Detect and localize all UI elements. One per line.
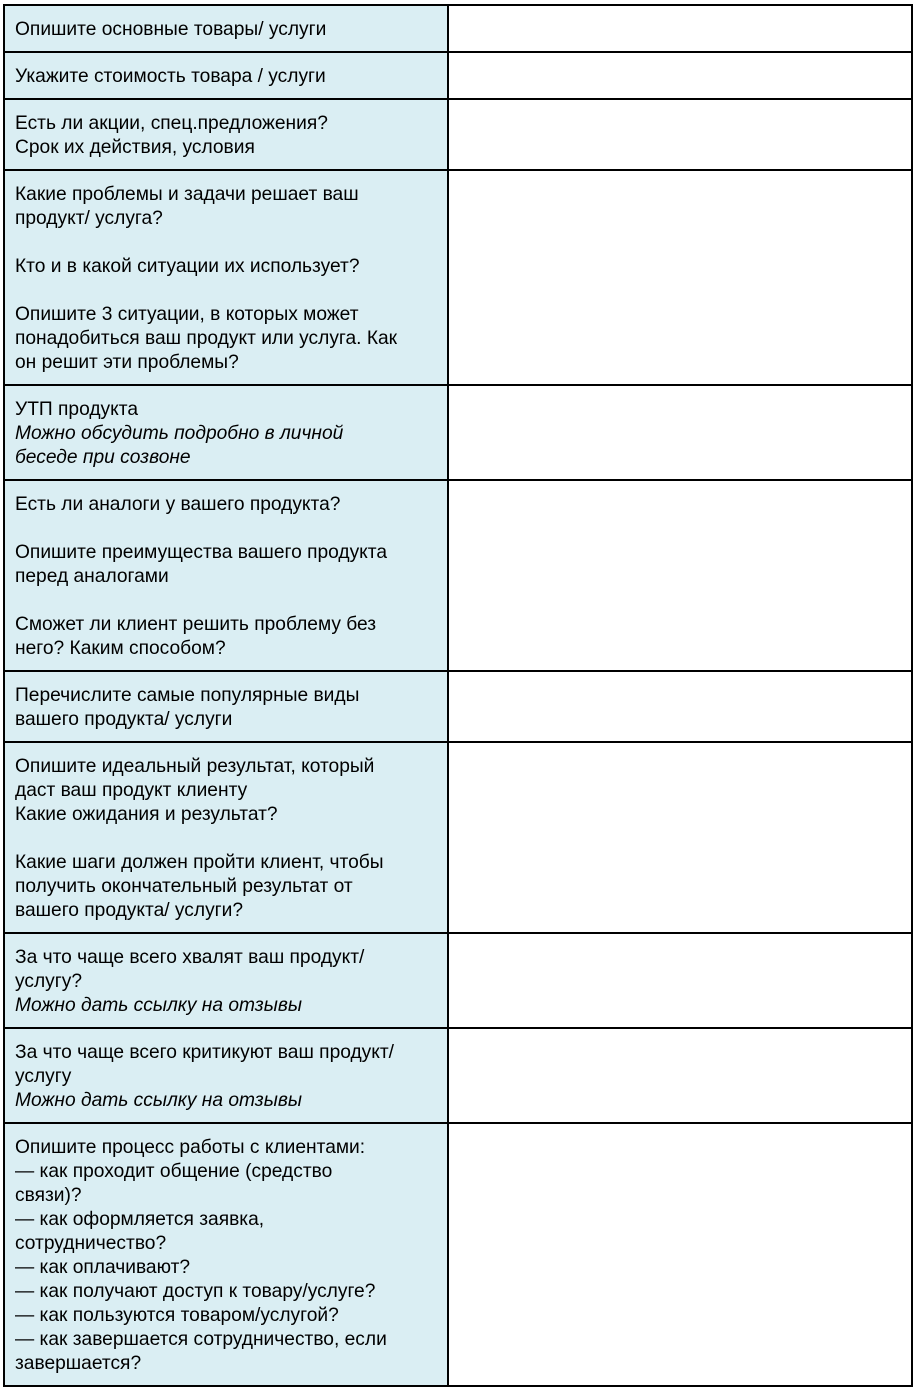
answer-cell[interactable] [448,99,912,170]
answer-cell[interactable] [448,5,912,52]
answer-cell[interactable] [448,1123,912,1386]
question-cell [4,480,448,671]
question-text: вашего продукта/ услуги? [15,900,244,921]
question-text: Какие проблемы и задачи решает ваш [15,184,359,205]
question-text: — как пользуются товаром/услугой? [15,1305,339,1326]
question-row [4,742,912,933]
question-hint: беседе при созвоне [15,447,191,468]
question-text: Сможет ли клиент решить проблему без [15,614,377,635]
question-text: него? Каким способом? [15,638,226,659]
question-cell [4,52,448,99]
question-text: Опишите 3 ситуации, в которых может [15,304,359,325]
paragraph-gap [15,827,437,851]
answer-cell[interactable] [448,671,912,742]
question-text: Опишите процесс работы с клиентами: [15,1137,366,1158]
answer-cell[interactable] [448,742,912,933]
question-text: — как получают доступ к товару/услуге? [15,1281,376,1302]
question-text: Опишите идеальный результат, который [15,756,375,777]
answer-cell[interactable] [448,385,912,480]
question-text: Укажите стоимость товара / услуги [15,66,326,87]
answer-cell[interactable] [448,1028,912,1123]
question-text: он решит эти проблемы? [15,352,239,373]
answer-cell[interactable] [448,480,912,671]
paragraph-gap [15,589,437,613]
question-text: продукт/ услуга? [15,208,163,229]
question-cell [4,671,448,742]
answer-cell[interactable] [448,170,912,385]
question-text: Опишите преимущества вашего продукта [15,542,388,563]
question-cell [4,170,448,385]
question-row [4,5,912,52]
question-text: вашего продукта/ услуги [15,709,233,730]
question-text: — как оформляется заявка, [15,1209,265,1230]
question-text: получить окончательный результат от [15,876,353,897]
question-row [4,52,912,99]
question-cell [4,99,448,170]
question-cell [4,5,448,52]
question-text: Срок их действия, условия [15,137,255,158]
question-row [4,933,912,1028]
question-text: За что чаще всего хвалят ваш продукт/ [15,947,365,968]
question-text: Какие ожидания и результат? [15,804,278,825]
question-text: даст ваш продукт клиенту [15,780,248,801]
questionnaire-table [3,4,913,1387]
question-text: связи)? [15,1185,82,1206]
question-text: Есть ли акции, спец.предложения? [15,113,328,134]
questionnaire-sheet [3,4,913,1387]
question-text: сотрудничество? [15,1233,167,1254]
question-text: — как проходит общение (средство [15,1161,333,1182]
question-row [4,170,912,385]
question-cell [4,385,448,480]
question-hint: Можно дать ссылку на отзывы [15,995,302,1016]
question-hint: Можно дать ссылку на отзывы [15,1090,302,1111]
question-text: — как оплачивают? [15,1257,191,1278]
question-row [4,99,912,170]
answer-cell[interactable] [448,52,912,99]
question-cell [4,1028,448,1123]
question-text: услугу [15,1066,72,1087]
question-text: — как завершается сотрудничество, если [15,1329,387,1350]
question-cell [4,933,448,1028]
question-text: перед аналогами [15,566,169,587]
question-row [4,671,912,742]
question-text: Какие шаги должен пройти клиент, чтобы [15,852,384,873]
question-hint: Можно обсудить подробно в личной [15,423,344,444]
question-row [4,1123,912,1386]
question-text: За что чаще всего критикуют ваш продукт/ [15,1042,395,1063]
paragraph-gap [15,279,437,303]
question-text: Опишите основные товары/ услуги [15,19,327,40]
question-row [4,480,912,671]
question-row [4,385,912,480]
question-text: завершается? [15,1353,142,1374]
question-row [4,1028,912,1123]
paragraph-gap [15,517,437,541]
questionnaire-body [4,5,912,1386]
paragraph-gap [15,231,437,255]
question-text: Перечислите самые популярные виды [15,685,360,706]
question-text: Кто и в какой ситуации их использует? [15,256,360,277]
question-text: Есть ли аналоги у вашего продукта? [15,494,341,515]
question-cell [4,1123,448,1386]
question-cell [4,742,448,933]
answer-cell[interactable] [448,933,912,1028]
question-text: понадобиться ваш продукт или услуга. Как [15,328,398,349]
question-text: УТП продукта [15,399,138,420]
question-text: услугу? [15,971,83,992]
